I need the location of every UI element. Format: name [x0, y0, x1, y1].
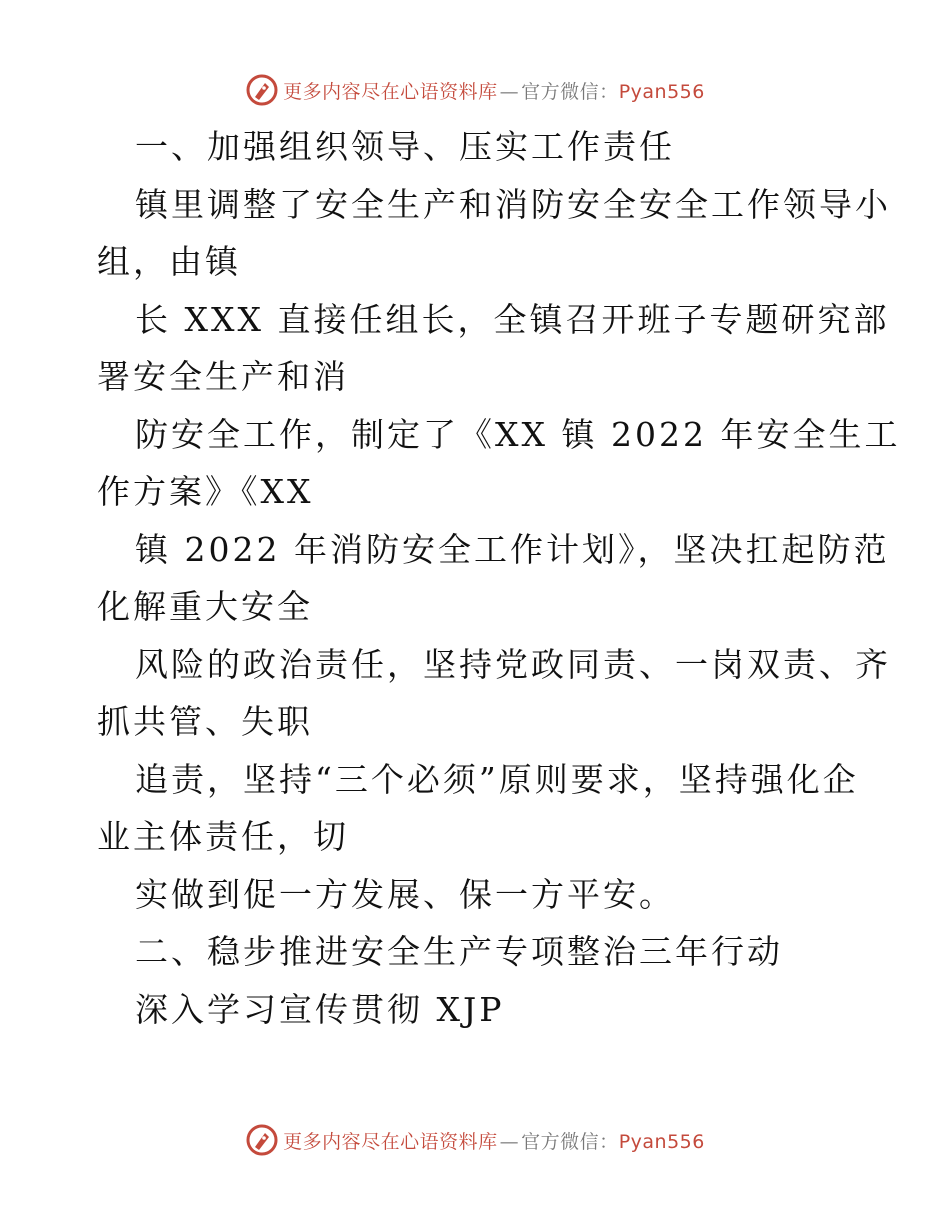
pen-nib-circle-icon	[245, 1123, 279, 1157]
paragraph-line: 镇里调整了安全生产和消防安全安全工作领导小	[135, 184, 891, 224]
watermark-dash: —	[499, 80, 520, 103]
watermark-id: Pyan556	[618, 80, 705, 103]
paragraph-line: 组，由镇	[97, 242, 241, 281]
watermark-brand: 更多内容尽在心语资料库	[283, 1130, 498, 1153]
watermark-brand: 更多内容尽在心语资料库	[283, 80, 498, 103]
paragraph-line: 镇 2022 年消防安全工作计划》，坚决扛起防范	[135, 529, 890, 569]
section-heading: 二、稳步推进安全生产专项整治三年行动	[135, 932, 783, 971]
paragraph-line: 抓共管、失职	[97, 702, 313, 741]
paragraph-line: 作方案》《XX	[97, 472, 314, 511]
paragraph-line: 深入学习宣传贯彻 XJP	[135, 989, 505, 1029]
watermark-text	[283, 77, 705, 104]
paragraph-line: 追责，坚持“三个必须”原则要求，坚持强化企	[135, 759, 859, 799]
paragraph-line: 化解重大安全	[97, 587, 313, 626]
watermark-official: 官方微信：	[521, 1130, 619, 1153]
pen-nib-circle-icon	[245, 73, 279, 107]
paragraph-line: 业主体责任，切	[97, 817, 349, 856]
watermark-official: 官方微信：	[521, 80, 619, 103]
paragraph-line: 风险的政治责任，坚持党政同责、一岗双责、齐	[135, 644, 891, 684]
section-heading: 一、加强组织领导、压实工作责任	[135, 127, 675, 166]
paragraph-line: 防安全工作，制定了《XX 镇 2022 年安全生工	[135, 414, 901, 454]
paragraph-line: 长 XXX 直接任组长，全镇召开班子专题研究部	[135, 299, 890, 339]
watermark-text	[283, 1127, 705, 1154]
paragraph-line: 署安全生产和消	[97, 357, 349, 396]
header-watermark	[0, 70, 950, 110]
footer-watermark	[0, 1120, 950, 1160]
watermark-dash: —	[499, 1130, 520, 1153]
watermark-id: Pyan556	[618, 1130, 705, 1153]
document-body	[97, 118, 901, 1038]
paragraph-line: 实做到促一方发展、保一方平安。	[135, 874, 675, 914]
